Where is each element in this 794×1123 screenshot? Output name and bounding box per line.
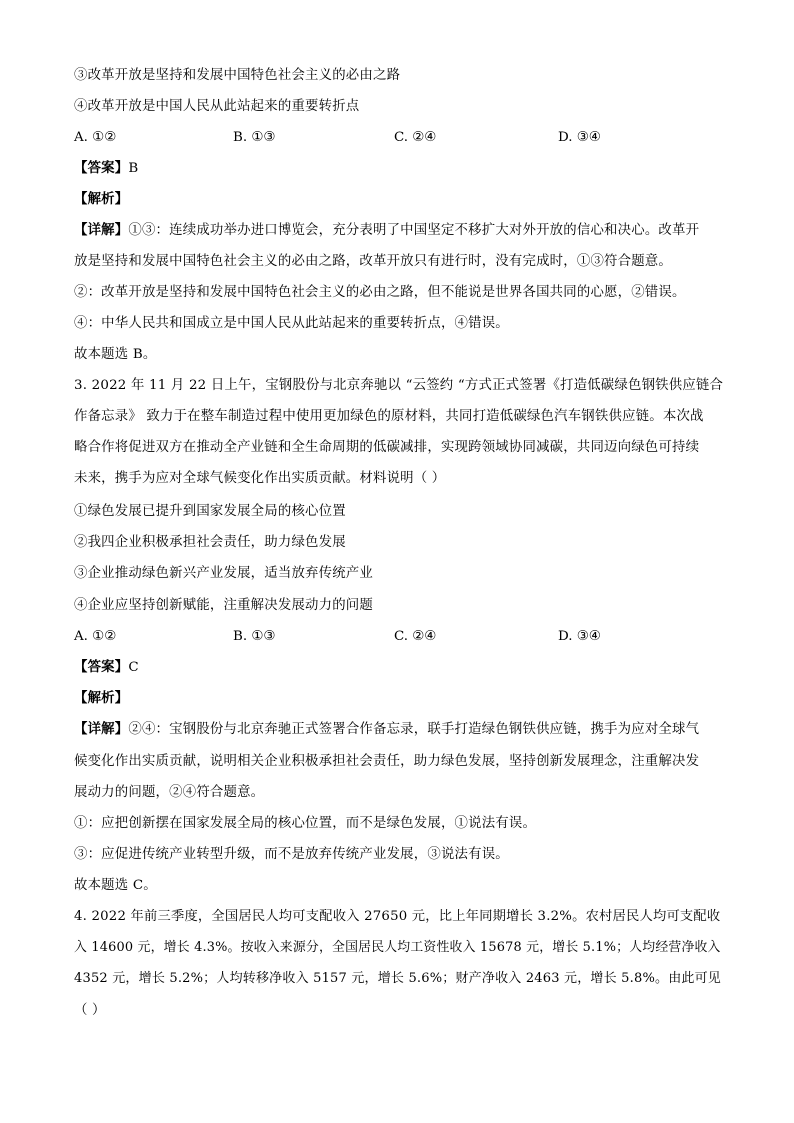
q3-stem-line-4: 未来，携手为应对全球气候变化作出实质贡献。材料说明（ ） [74, 471, 446, 486]
q3-statement-1: ①绿色发展已提升到国家发展全局的核心位置 [74, 504, 346, 519]
q2-detail-label: 【详解】 [74, 223, 129, 238]
q2-statement-4: ④改革开放是中国人民从此站起来的重要转折点 [74, 99, 360, 114]
q2-detail-1a-text: ①③：连续成功举办进口博览会，充分表明了中国坚定不移扩大对外开放的信心和决心。改革开 [128, 223, 700, 238]
q3-detail-1b: 候变化作出实质贡献，说明相关企业积极承担社会责任，助力绿色发展，坚持创新发展理念，注重解决发 [74, 754, 700, 769]
q3-option-d: D. ③④ [558, 629, 601, 644]
q3-stem-line-2: 作备忘录》 致力于在整车制造过程中使用更加绿色的原材料，共同打造低碳绿色汽车钢铁供应链。本次战 [74, 409, 704, 424]
q3-statement-4: ④企业应坚持创新赋能，注重解决发展动力的问题 [74, 598, 373, 613]
q2-statement-3: ③改革开放是坚持和发展中国特色社会主义的必由之路 [74, 68, 401, 83]
q2-detail-3: ④：中华人民共和国成立是中国人民从此站起来的重要转折点，④错误。 [74, 316, 509, 331]
q3-options [74, 627, 724, 647]
q2-analysis-label [74, 190, 724, 210]
q3-detail-1a [74, 720, 724, 740]
q3-answer [74, 658, 724, 678]
q3-statement-3: ③企业推动绿色新兴产业发展，适当放弃传统产业 [74, 566, 373, 581]
q2-analysis-tag: 【解析】 [74, 192, 129, 207]
q3-option-c: C. ②④ [394, 629, 437, 644]
q3-conclusion: 故本题选 C。 [74, 878, 157, 893]
q3-detail-3: ③：应促进传统产业转型升级，而不是放弃传统产业发展，③说法有误。 [74, 847, 509, 862]
q3-answer-label: 【答案】 [74, 660, 129, 675]
q2-detail-1b: 放是坚持和发展中国特色社会主义的必由之路，改革开放只有进行时，没有完成时，①③符合题意。 [74, 254, 672, 269]
q3-answer-value: C [128, 660, 139, 675]
q2-answer-label: 【答案】 [74, 161, 129, 176]
q2-option-d: D. ③④ [558, 130, 601, 145]
q3-stem-line-3: 略合作将促进双方在推动全产业链和全生命周期的低碳减排，实现跨领域协同减碳，共同迈向绿色可持续 [74, 440, 700, 455]
q3-analysis-label [74, 689, 724, 709]
q4-stem-line-4: （ ） [74, 1003, 106, 1018]
q3-detail-1a-text: ②④：宝钢股份与北京奔驰正式签署合作备忘录，联手打造绿色钢铁供应链，携手为应对全球气 [128, 722, 700, 737]
q4-stem-line-1: 4. 2022 年前三季度，全国居民人均可支配收入 27650 元，比上年同期增长 3.2%。农村居民人均可支配收 [74, 909, 721, 924]
q2-answer-value: B [128, 161, 139, 176]
q3-statement-2: ②我四企业积极承担社会责任，助力绿色发展 [74, 535, 346, 550]
q3-option-b: B. ①③ [233, 629, 276, 644]
q3-detail-2: ①：应把创新摆在国家发展全局的核心位置，而不是绿色发展，①说法有误。 [74, 816, 537, 831]
q4-stem-line-3: 4352 元，增长 5.2%；人均转移净收入 5157 元，增长 5.6%；财产净收入 2463 元，增长 5.8%。由此可见 [74, 971, 721, 986]
q2-option-c: C. ②④ [394, 130, 437, 145]
q2-conclusion: 故本题选 B。 [74, 347, 157, 362]
q2-answer [74, 159, 724, 179]
q2-option-a: A. ①② [74, 130, 117, 145]
q3-detail-1c: 展动力的问题，②④符合题意。 [74, 785, 265, 800]
q2-option-b: B. ①③ [233, 130, 276, 145]
q3-detail-label: 【详解】 [74, 722, 129, 737]
q2-detail-2: ②：改革开放是坚持和发展中国特色社会主义的必由之路，但不能说是世界各国共同的心愿，②错误。 [74, 285, 686, 300]
q4-stem-line-2: 入 14600 元，增长 4.3%。按收入来源分，全国居民人均工资性收入 15678 元，增长 5.1%；人均经营净收入 [74, 940, 721, 955]
q3-option-a: A. ①② [74, 629, 117, 644]
q2-detail-1a [74, 221, 724, 241]
q3-analysis-tag: 【解析】 [74, 691, 129, 706]
q2-options [74, 128, 724, 148]
q3-stem-line-1: 3. 2022 年 11 月 22 日上午，宝钢股份与北京奔驰以 “云签约 “方式正式签署《打造低碳绿色钢铁供应链合 [74, 378, 724, 393]
